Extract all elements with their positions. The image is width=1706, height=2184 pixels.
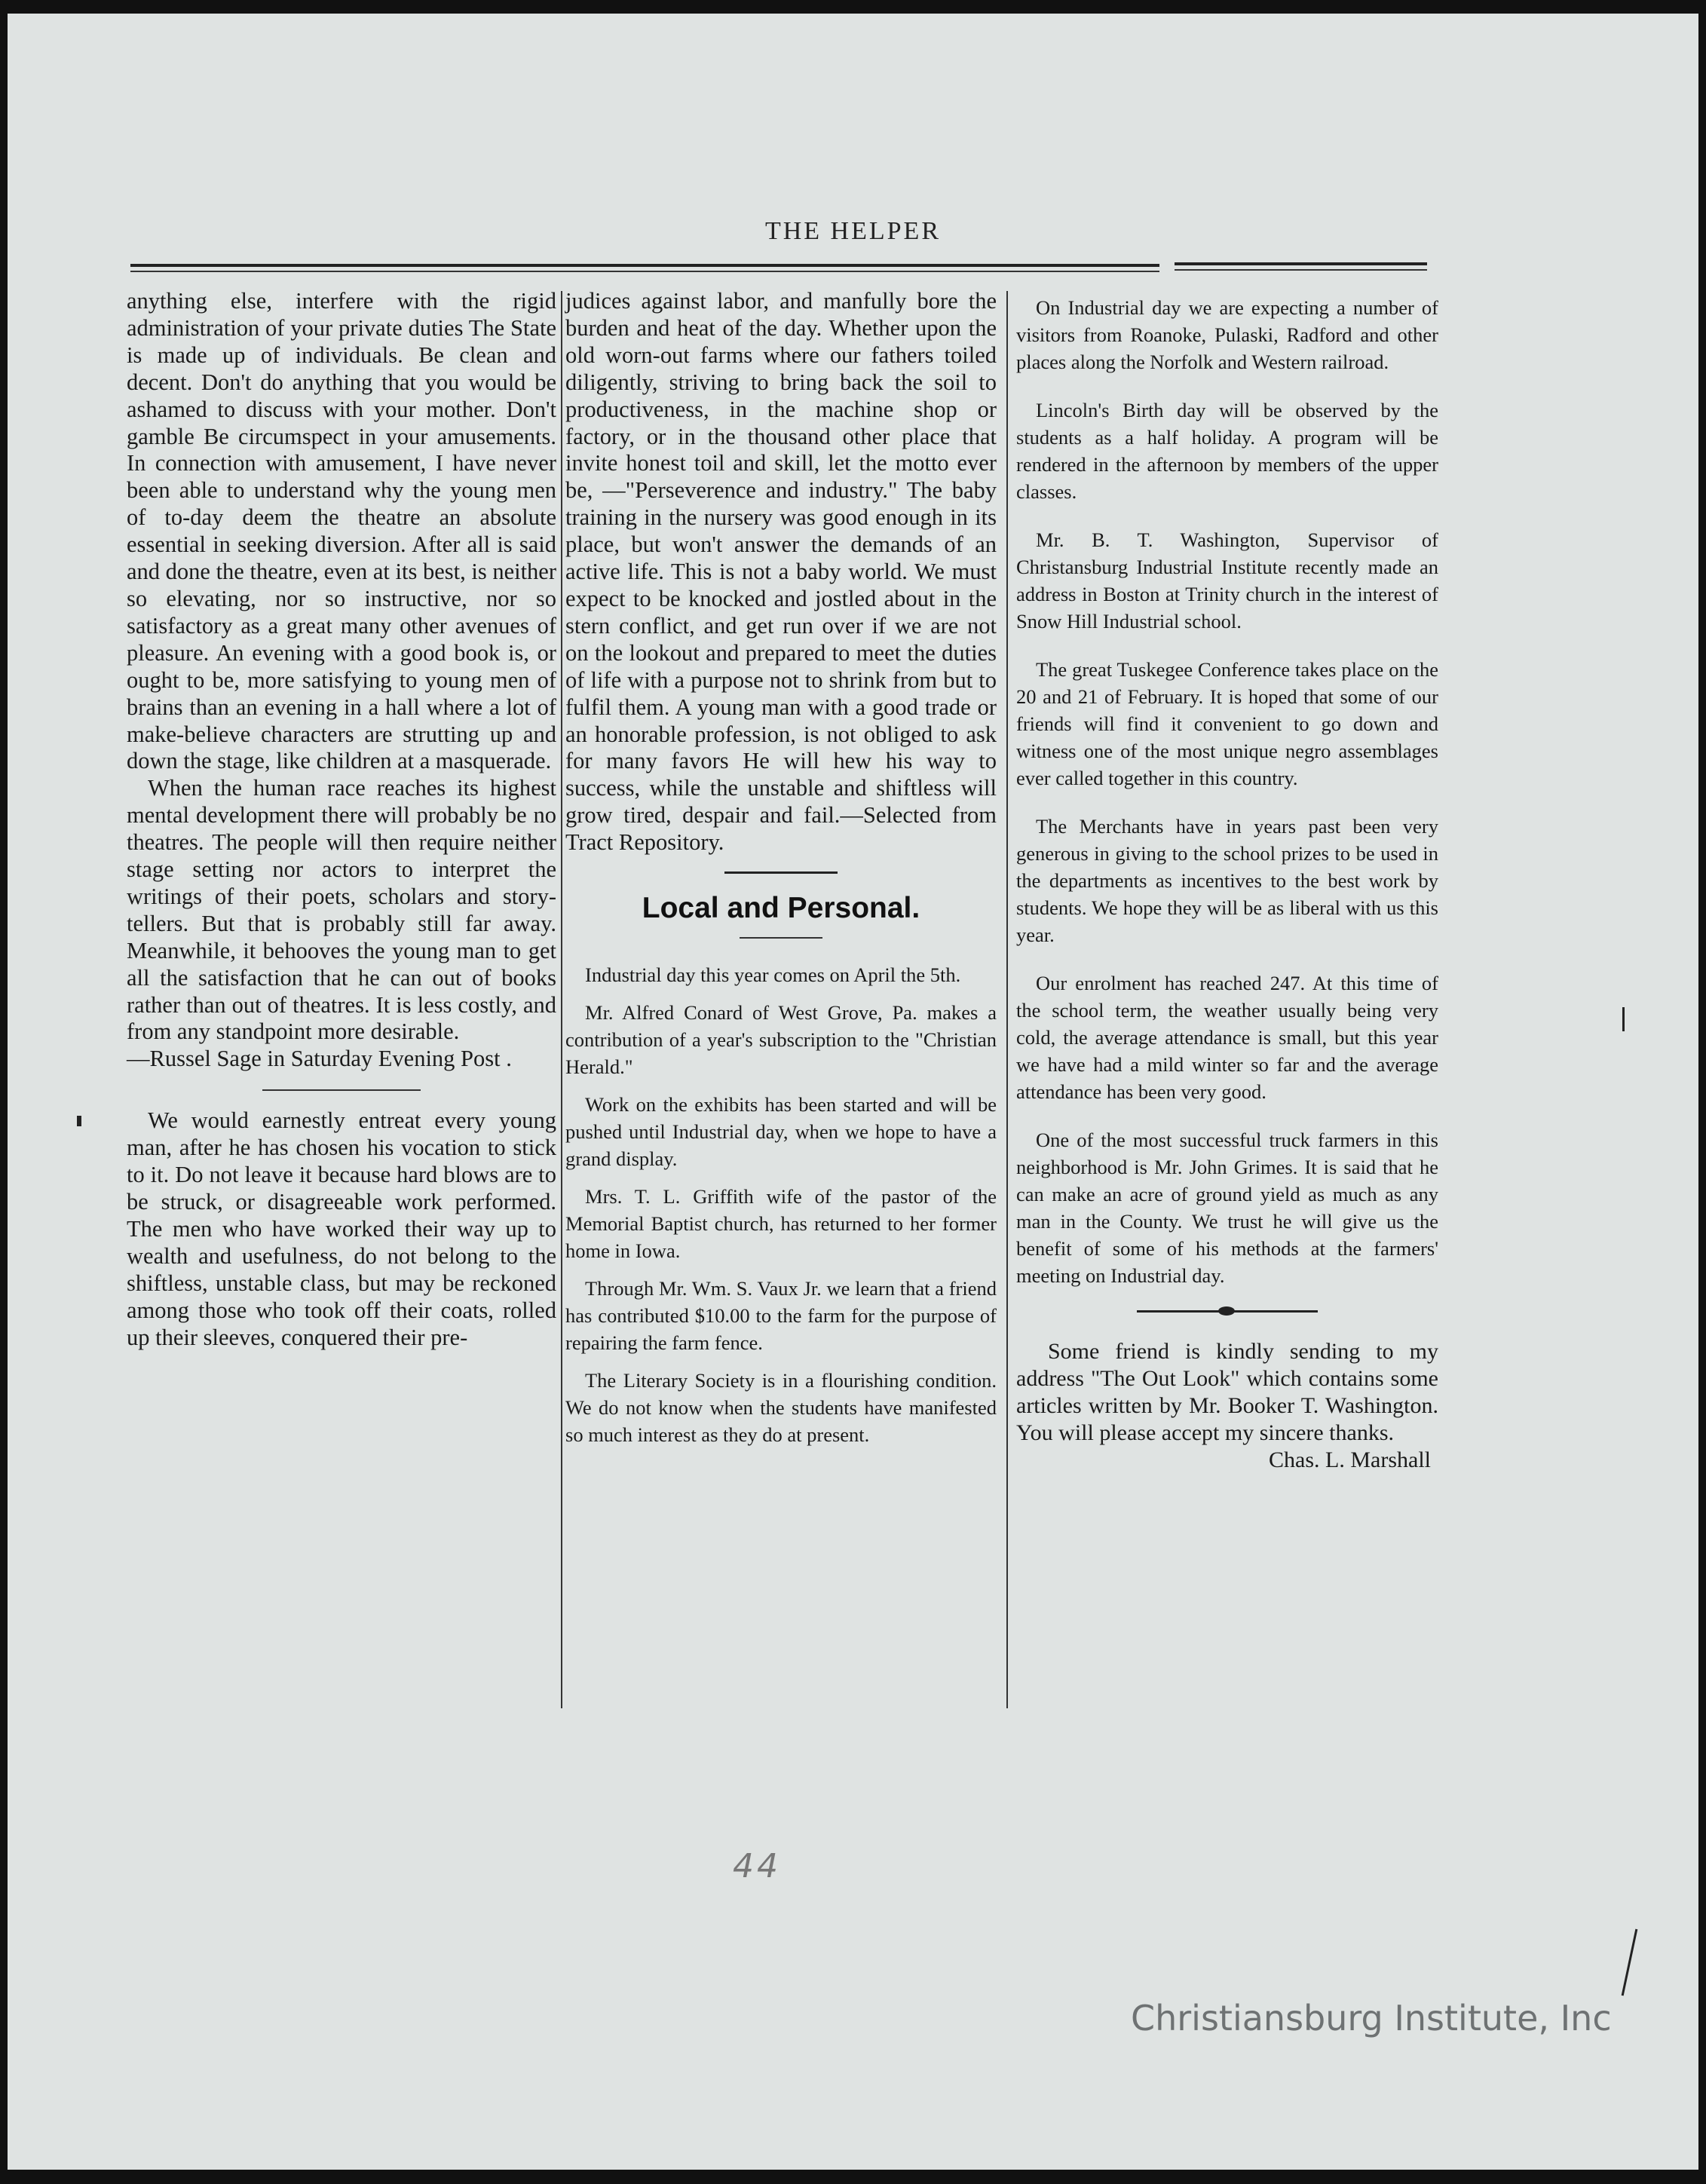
ornamental-divider [1137, 1310, 1318, 1313]
news-item: Work on the exhibits has been started and will be pushed until Industrial day, when we hope to have a grand display. [565, 1093, 997, 1171]
column-1 [127, 288, 556, 1351]
news-item: Mr. Alfred Conard of West Grove, Pa. makes a contribution of a year's subscription to the "Christian Herald." [565, 1001, 997, 1079]
newspaper-page [8, 14, 1698, 2170]
margin-mark [1622, 1007, 1625, 1031]
article-attribution: —Russel Sage in Saturday Evening Post . [127, 1046, 512, 1072]
header-rule-right [1175, 262, 1427, 265]
article-paragraph: We would earnestly entreat every young man, after he has chosen his vocation to stick to it. Do not leave it because hard blows are to be struck, or disagreeable work performed. The men who have worked their way up to wealth and usefulness, do not belong to the shiftless, unstable class, but may be reckoned among those who took off their coats, rolled up their sleeves, conquered their pre- [127, 1107, 556, 1350]
news-item: On Industrial day we are expecting a number of visitors from Roanoke, Pulaski, Radford and other places along the Norfolk and Western railroad. [1016, 296, 1438, 373]
news-item: Through Mr. Wm. S. Vaux Jr. we learn that a friend has contributed $10.00 to the farm for the purpose of repairing the farm fence. [565, 1277, 997, 1355]
running-head: THE HELPER [764, 217, 942, 245]
article-paragraph: When the human race reaches its highest mental development there will probably be no theatres. The people will then require neither stage setting nor actors to interpret the writings of their poets, scholars and story-tellers. But that is probably still far away. Meanwhile, it behooves the young man to get all the satisfaction that he can out of books rather than out of theatres. It is less costly, and from any standpoint more desirable. [127, 775, 556, 1045]
news-item: Our enrolment has reached 247. At this time of the school term, the weather usually being very cold, the average attendance is small, but this year we have had a mild winter so far and the average attendance has been very good. [1016, 972, 1438, 1103]
column-divider-2 [1006, 291, 1008, 1708]
section-ornament [724, 871, 838, 874]
signature: Chas. L. Marshall [1269, 1447, 1431, 1472]
news-item: Mrs. T. L. Griffith wife of the pastor of the Memorial Baptist church, has returned to her former home in Iowa. [565, 1185, 997, 1263]
section-title-rule [740, 937, 822, 939]
news-item: Lincoln's Birth day will be observed by the students as a half holiday. A program will be rendered in the afternoon by members of the upper classes. [1016, 399, 1438, 503]
column-divider-1 [561, 291, 562, 1708]
article-separator [262, 1089, 421, 1091]
column-2 [565, 288, 997, 1459]
news-item: The great Tuskegee Conference takes place on the 20 and 21 of February. It is hoped that some of our friends will find it convenient to go down and witness one of the most unique negro assemblages ever called together in this country. [1016, 658, 1438, 789]
margin-mark [77, 1116, 81, 1126]
margin-mark [1622, 1929, 1638, 1996]
section-title: Local and Personal. [642, 892, 920, 925]
acknowledgement-note: Some friend is kindly sending to my address "The Out Look" which contains some articles written by Mr. Booker T. Washington. You will please accept my sincere thanks. [1016, 1339, 1438, 1445]
news-item: The Literary Society is in a flourishing condition. We do not know when the students have manifested so much interest as they do at present. [565, 1369, 997, 1447]
news-item: Industrial day this year comes on April the 5th. [585, 963, 961, 987]
header-rule [130, 264, 1159, 267]
news-item: Mr. B. T. Washington, Supervisor of Christansburg Industrial Institute recently made an address in Boston at Trinity church in the interest of Snow Hill Industrial school. [1016, 528, 1438, 633]
news-item: One of the most successful truck farmers in this neighborhood is Mr. John Grimes. It is said that he can make an acre of ground yield as much as any man in the County. We trust he will give us the benefit of some of his methods at the farmers' meeting on Industrial day. [1016, 1129, 1438, 1287]
column-3 [1016, 294, 1438, 1474]
header-rule-right-thin [1175, 269, 1427, 271]
article-paragraph: anything else, interfere with the rigid administration of your private duties The State is made up of individuals. Be clean and decent. Don't do anything that you would be ashamed to discuss with your mother. Don't gamble Be circumspect in your amusements. In connection with amusement, I have never been able to understand why the young men of to-day deem the theatre an absolute essential in seeking diversion. After all is said and done the theatre, even at its best, is neither so elevating, nor so instructive, nor so satisfactory as a great many other avenues of pleasure. An evening with a good book is, or ought to be, more satisfying to young men of brains than an evening in a hall where a lot of make-believe characters are strutting up and down the stage, like children at a masquerade. [127, 288, 556, 774]
article-paragraph: judices against labor, and manfully bore the burden and heat of the day. Whether upon the old worn-out farms where our fathers toiled diligently, striving to bring back the soil to productiveness, in the machine shop or factory, or in the thousand other place that invite honest toil and skill, let the motto ever be, —"Perseverence and industry." The baby training in the nursery was good enough in its place, but won't answer the demands of an active life. This is not a baby world. We must expect to be knocked and jostled about in the stern conflict, and get run over if we are not on the lookout and prepared to meet the duties of life with a purpose not to shrink from but to fulfil them. A young man with a good trade or an honorable profession, is not obliged to ask for many favors He will hew his way to success, while the unstable and shiftless will grow tired, despair and fail.—Selected from Tract Repository. [565, 288, 997, 856]
news-item: The Merchants have in years past been very generous in giving to the school prizes to be used in the departments as incentives to the best work by students. We hope they will be as liberal with us this year. [1016, 815, 1438, 946]
watermark: Christiansburg Institute, Inc [1131, 1998, 1612, 2039]
header-rule-thin [130, 271, 1159, 272]
handwritten-page-number: 44 [733, 1847, 781, 1885]
